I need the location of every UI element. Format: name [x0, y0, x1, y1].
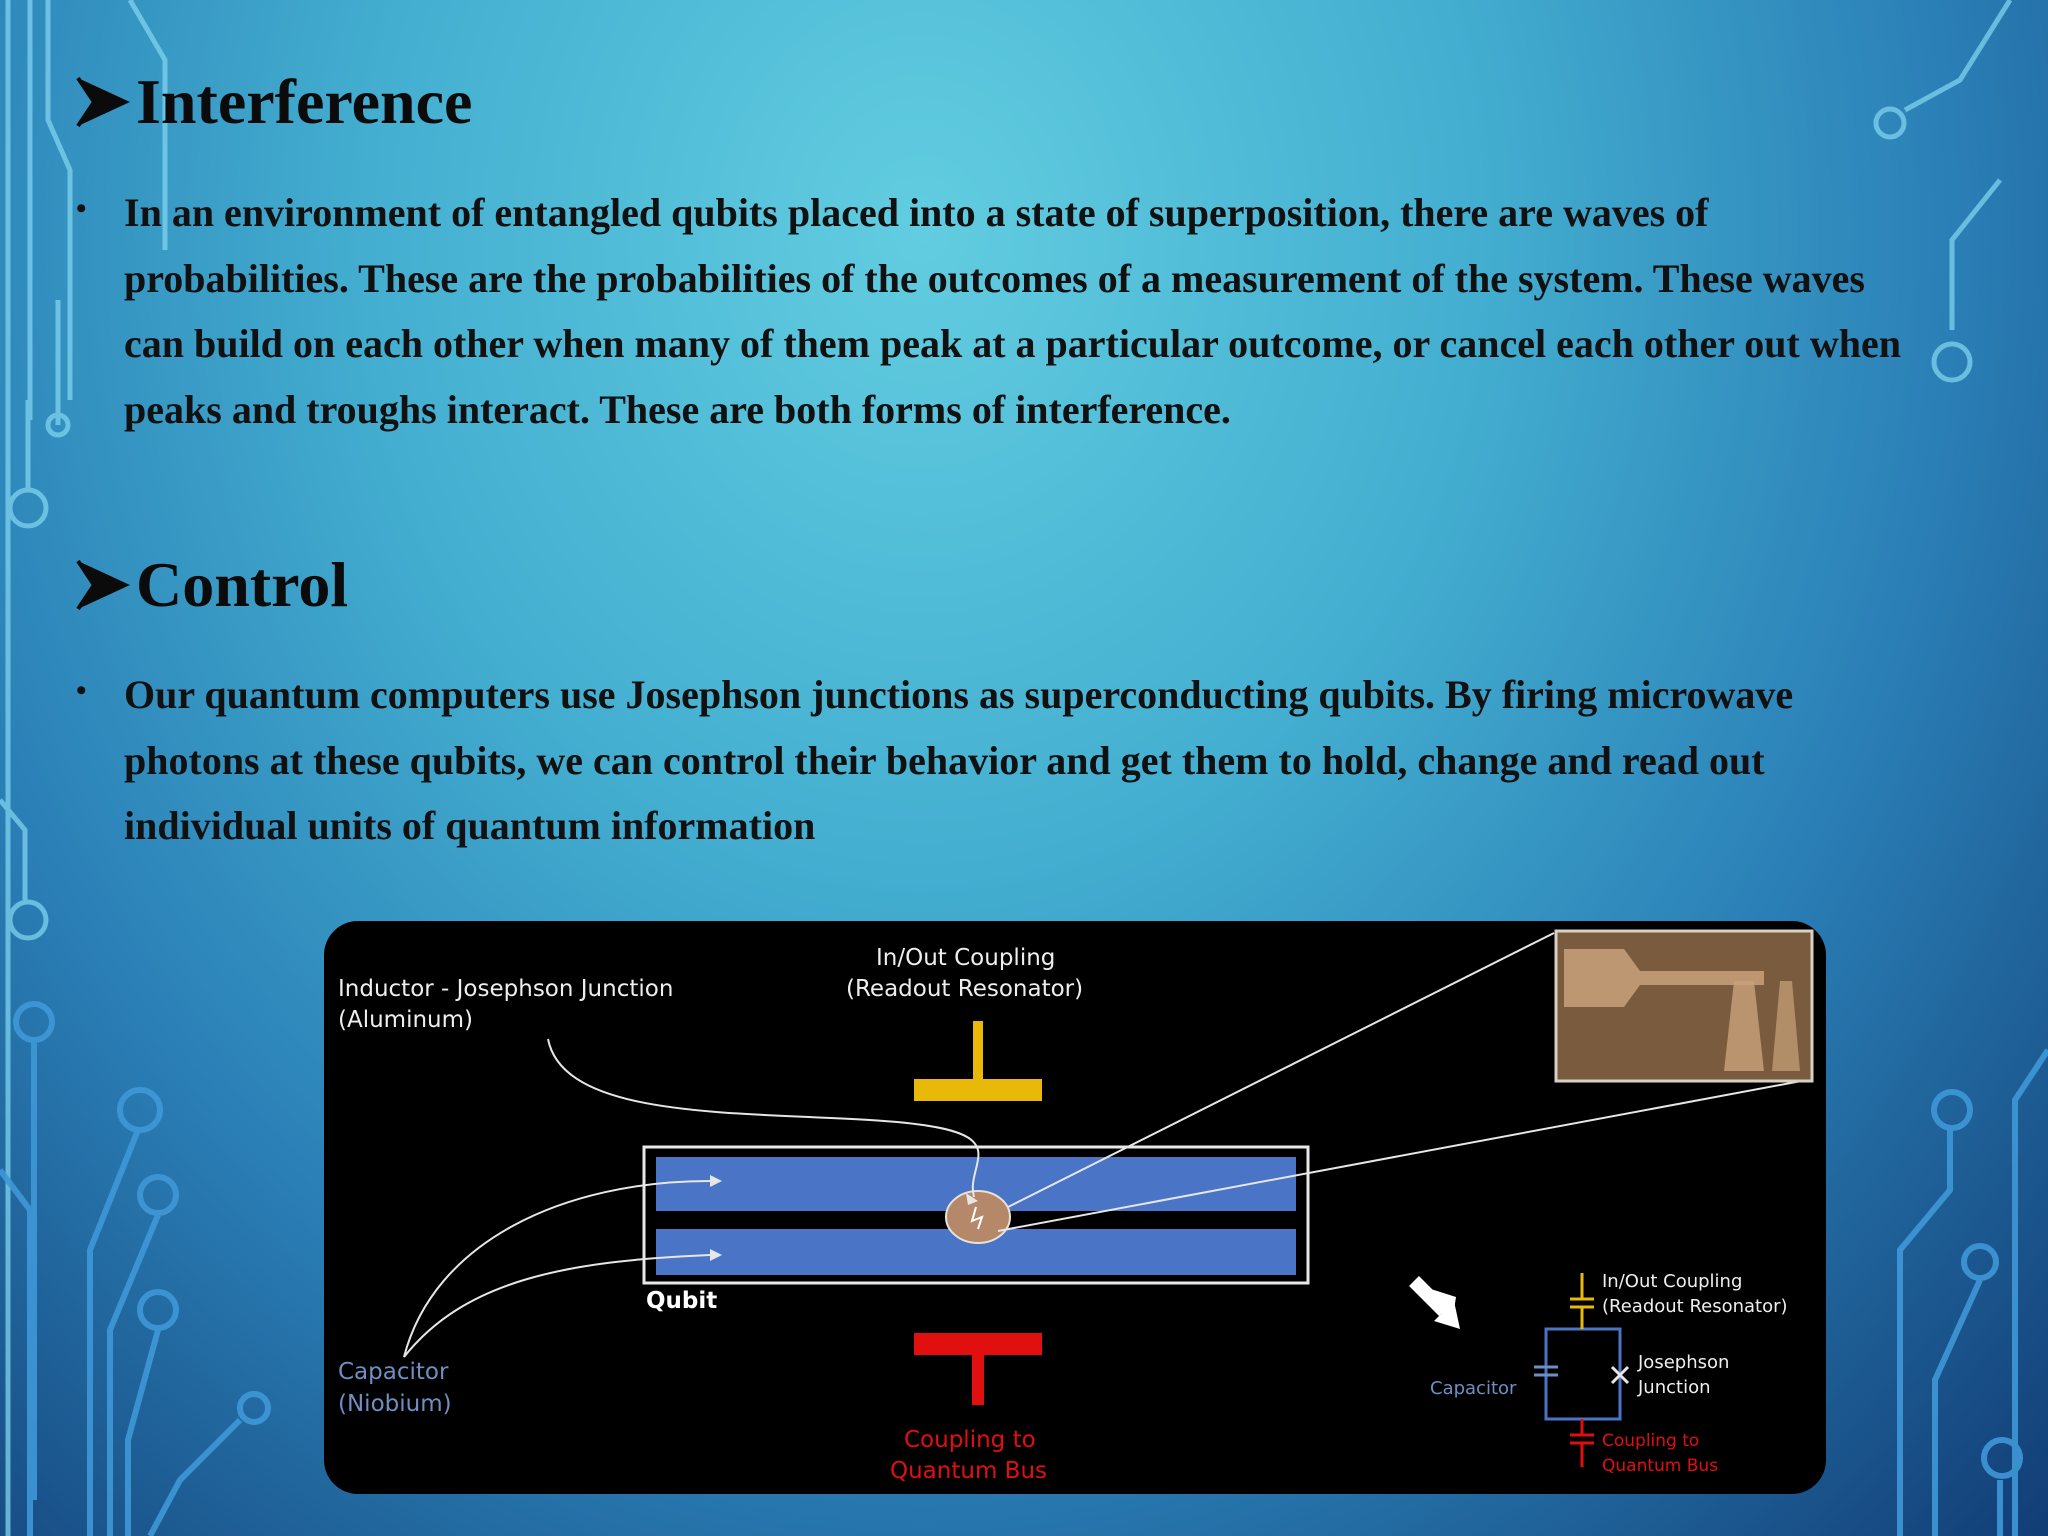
capacitor-label-line2: (Niobium) [338, 1391, 452, 1417]
bus-stem [972, 1353, 984, 1405]
capacitor-label-line1: Capacitor [338, 1359, 449, 1385]
qubit-diagram [324, 921, 1826, 1494]
readout-bar [914, 1079, 1042, 1101]
schematic-bus-line1: Coupling to [1602, 1431, 1700, 1451]
interference-paragraph [76, 180, 1926, 442]
qubit-label: Qubit [646, 1288, 718, 1314]
bus-bar [914, 1333, 1042, 1355]
schematic-junction-line1: Josephson [1638, 1352, 1730, 1373]
coupling-label-line2: (Readout Resonator) [846, 976, 1084, 1002]
arrow-bullet-icon [76, 74, 132, 130]
schematic-coupling-line1: In/Out Coupling [1602, 1271, 1743, 1292]
control-paragraph [76, 662, 1926, 859]
schematic-coupling-line2: (Readout Resonator) [1602, 1296, 1788, 1317]
bullet-dot-icon: • [76, 192, 87, 225]
arrow-bullet-icon [76, 557, 132, 613]
junction-ellipse [946, 1191, 1010, 1243]
diagram-graphics [324, 921, 1826, 1494]
readout-stem [973, 1021, 983, 1081]
schematic-bus-line2: Quantum Bus [1602, 1456, 1719, 1476]
bus-label-line2: Quantum Bus [890, 1458, 1048, 1484]
coupling-label-line1: In/Out Coupling [876, 945, 1056, 971]
bullet-dot-icon: • [76, 674, 87, 707]
schematic-junction-line2: Junction [1638, 1377, 1711, 1398]
heading-control [76, 549, 349, 620]
inductor-label-line2: (Aluminum) [338, 1007, 474, 1033]
paragraph-text: Our quantum computers use Josephson junctions as superconducting qubits. By firing microwave photons at these qubits, we can control their behavior and get them to hold, change and read out individual units of quantum information [124, 672, 1794, 848]
heading-interference [76, 66, 473, 137]
inductor-label-line1: Inductor - Josephson Junction [338, 976, 674, 1002]
schematic-capacitor-label: Capacitor [1430, 1378, 1517, 1399]
heading-text: Control [136, 549, 349, 620]
heading-text: Interference [136, 66, 473, 137]
paragraph-text: In an environment of entangled qubits placed into a state of superposition, there are waves of probabilities. These are the probabilities of the outcomes of a measurement of the system. These waves can build on each other when many of them peak at a particular outcome, or cancel each other out when peaks and troughs interact. These are both forms of interference. [124, 190, 1901, 432]
bus-label-line1: Coupling to [904, 1427, 1036, 1453]
